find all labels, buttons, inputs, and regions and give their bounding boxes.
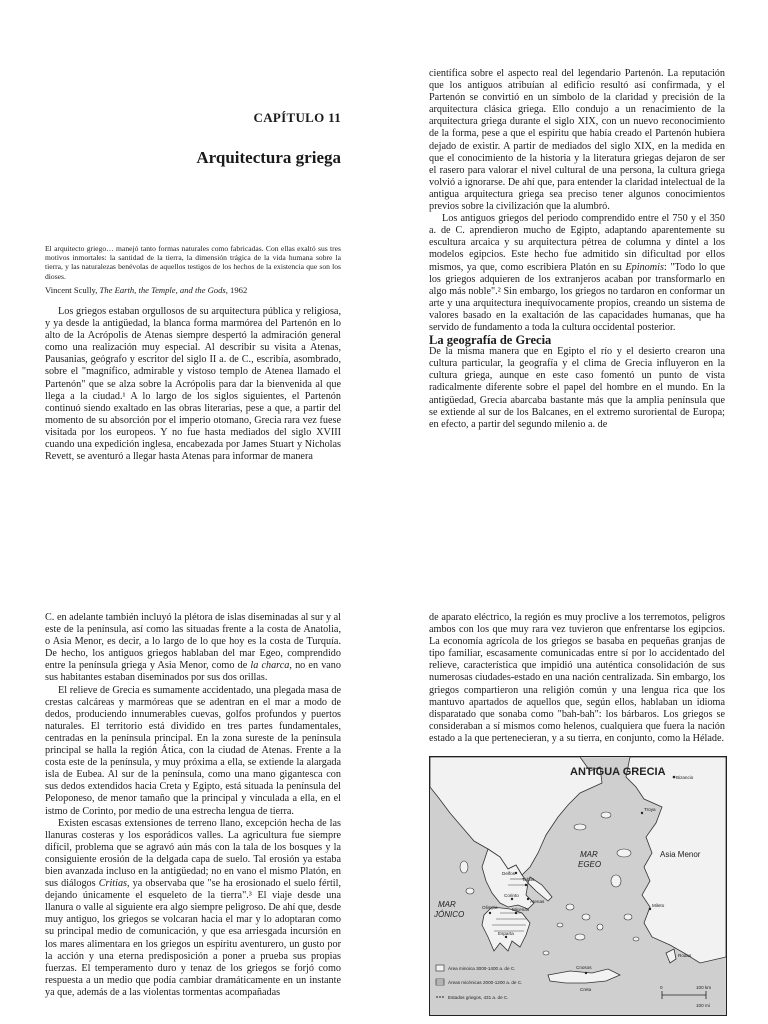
- paragraph-part: , no en vano sus habitantes estaban diseminados por sus dos orillas.: [45, 660, 341, 684]
- paragraph-part: , ya observaba que "se ha erosionado el suelo fértil, dejando únicamente el esqueleto de la tierra".³ El viaje desde una llanura o valle al siguiente era algo siempre peligroso. De ahí que, desde muy antiguo, los griegos se volcaran hacia el mar y lo adoptaran como su principal medio de comunicación, y que esa arriesgada incursión en los mares alimentara en los griegos un espíritu aventurero, un gusto por la acción y una eterna predisposición a poner a prueba sus propias fuerzas. El temperamento duro y tenaz de los griegos se forjó como respuesta a un medio que podía cambiar dramáticamente en un instante ya que, además de a las violentas tormentas acompañadas: [45, 878, 341, 998]
- epigraph-author: Vincent Scully,: [45, 284, 100, 295]
- map-ancient-greece: [429, 756, 727, 1016]
- place-label: Tebas: [522, 877, 535, 882]
- epigraph-year: , 1962: [225, 284, 248, 295]
- scale-mi: 100 mi: [696, 1003, 710, 1008]
- paragraph: [45, 818, 341, 999]
- place-label: Atenas: [530, 899, 545, 904]
- paragraph: De la misma manera que en Egipto el río y el desierto crearon una cultura particular, la geografía y el clima de Grecia influyeron en la cultura griega, aunque en este caso fomentó un punto de vista radicalmente diferente sobre el papel del hombre en el mundo. En la antigüedad, Grecia abarcaba bastante más que la amplia península que se extiende al sur de los Balcanes, en el extremo suroriental de Europa; en efecto, a partir del segundo milenio a. de: [429, 346, 725, 430]
- epigraph-text: El arquitecto griego… manejó tanto formas naturales como fabricadas. Con ellas exaltó sus tres motivos inmortales: la santidad de la tierra, la dimensión trágica de la vida humana sobre la tierra, y las naturalezas benévolas de aquellos testigos de los hechos de la existencia que son los dioses.: [45, 244, 341, 281]
- place-label: Corinto: [504, 893, 519, 898]
- place-label: Troya: [644, 807, 656, 812]
- chapter-title: Arquitectura griega: [196, 148, 341, 167]
- sea-jonico-label-1: MAR: [438, 900, 456, 909]
- sea-egeo-label-2: EGEO: [578, 860, 602, 869]
- paragraph-part: : "Todo lo que los griegos adquieren de los extranjeros acaban por transformarlo en algo más noble".² Sin embargo, los griegos no tardaron en conformar un arte y una arquitectura inequívocamente propios, creando un sistema de valores basado en la exaltación de las capacidades humanas, que ha servido de fundamento a toda la cultura occidental posterior.: [429, 261, 725, 333]
- paragraph: [45, 612, 341, 685]
- place-label: Mileto: [652, 903, 665, 908]
- epigraph: [45, 244, 341, 295]
- paragraph: de aparato eléctrico, la región es muy proclive a los terremotos, peligros ambos con los que muy rara vez tuvieron que enfrentarse los egipcios. La economía agrícola de los griegos se basaba en pequeñas granjas de tipo familiar, escasamente comunicadas entre sí por lo accidentado del relieve, característica que impidió una auténtica consolidación de sus numerosas ciudades-estado en una nación centralizada. Sin embargo, los griegos compartieron una religión común y una lengua rica que los mantuvo apartados de aquellos que, según ellos, hablaban un idioma disparatado que sonaba como "bah-bah": los bárbaros. Los griegos se consideraban a sí mismos como helenos, cualquiera que fuera la nación estado a la que pertenecieran, y a su tierra, en conjunto, como la Hélade.: [429, 612, 725, 744]
- legend-states: Estados griegos, 431 a. de C.: [448, 995, 509, 1000]
- paragraph-part: Existen escasas extensiones de terreno llano, excepción hecha de las llanuras costeras y los esporádicos valles. La agricultura fue siempre difícil, problema que se agravó aún más con la tala de los bosques y la consiguiente erosión de la delgada capa de suelo. Tal erosión ya estaba bien avanzada incluso en la antigüedad; no en vano el mismo Platón, en sus diálogos: [45, 817, 341, 890]
- paragraph: científica sobre el aspecto real del legendario Partenón. La reputación que los antiguos atribuían al edificio resultó así confirmada, y el Partenón se convirtió en un símbolo de la claridad y precisión de la arquitectura clásica griega. Ello condujo a un renacimiento de la arquitectura griega durante el siglo XIX, con un nuevo reconocimiento de la forma, pese a que el espíritu que había creado el Partenón hubiera dejado de existir. A partir de mediados del siglo XIX, en la medida en que el conocimiento de la historia y la literatura griegas dejaron de ser el rasero para valorar el nivel cultural de una persona, la cultura griega volvió a ignorarse. De ahí que, para entender la claridad intelectual de la antigua arquitectura griega sea preciso tener algunos conocimientos previos sobre la civilización que la alumbró.: [429, 68, 725, 213]
- column-top-left: [45, 306, 341, 463]
- italic-title: Critias: [98, 878, 128, 890]
- column-bottom-left: [45, 612, 341, 999]
- scale-zero: 0: [660, 985, 663, 990]
- asia-menor-label: Asia Menor: [660, 850, 701, 859]
- sea-egeo-label-1: MAR: [580, 850, 598, 859]
- place-label: Esparta: [498, 931, 514, 936]
- legend-minoan: Área minoica 3000-1400 a. de C.: [448, 966, 516, 971]
- place-label: Creta: [580, 987, 592, 992]
- place-label: Micenas: [512, 907, 530, 912]
- paragraph: El relieve de Grecia es sumamente accidentado, una plegada masa de crestas calcáreas y marmóreas que se adentran en el mar a modo de dedos, produciendo innumerables cuevas, golfos profundos y puertos naturales. El territorio está dividido en tres partes fundamentales, centradas en la península principal. En la zona sureste de la península principal se halla la región Ática, con la ciudad de Atenas. Frente a la costa este de la península, y muy próxima a ella, se extiende la alargada isla de Eubea. Al sur de la península, como una mano gigantesca con sus dedos extendidos hacia Creta y Egipto, está situada la península del Peloponeso, de menor tamaño que la principal y vinculada a ella, en el istmo de Corinto, por medio de una estrecha lengua de tierra.: [45, 684, 341, 817]
- epigraph-work: The Earth, the Temple, and the Gods: [99, 284, 226, 295]
- paragraph-part: C. en adelante también incluyó la plétora de islas diseminadas al sur y al este de la península, así como las situadas frente a la costa de Anatolia, o Asia Menor, es decir, a lo largo de lo que hoy es la costa de Turquía. De hecho, los antiguos griegos hablaban del mar Egeo, comprendido entre la península griega y Asia Menor, como de: [45, 612, 341, 672]
- scale-km: 100 km: [696, 985, 712, 990]
- legend-swatch-minoan: [436, 965, 444, 971]
- place-label: Bizancio: [676, 775, 694, 780]
- legend-mycenaean: Áreas micénicas 2000-1200 a. de C.: [448, 980, 523, 985]
- section-heading: La geografía de Grecia: [429, 333, 552, 348]
- paragraph: Los griegos estaban orgullosos de su arquitectura pública y religiosa, y ya desde la antigüedad, la blanca forma marmórea del Partenón en lo alto de la Acrópolis de Atenas siempre despertó la admiración general como una realización muy especial. Al describir su visita a Atenas, Pausanias, geógrafo y escritor del siglo II a. de C., escribía, asombrado, sobre el "magnífico, admirable y vistoso templo de Atenea llamado el Partenón" que se alza sobre la Acrópolis para dar la bienvenida al que llega a la ciudad.¹ A lo largo de los siglos siguientes, el Partenón continuó siendo exaltado en las obras literarias, pese a que, a partir del momento de su absorción por el imperio otomano, Grecia rara vez fuese visitada por los europeos. Y no fue hasta mediados del siglo XVIII cuando una expedición inglesa, encabezada por James Stuart y Nicholas Revett, se aventuró a llegar hasta Atenas para informar de manera: [45, 306, 341, 463]
- paragraph-part: Los antiguos griegos del periodo comprendido entre el 750 y el 350 a. de C. aprendieron mucho de Egipto, adaptando aparentemente su escultura arcaica y su arquitectura pétrea de columna y dintel a los modelos egipcios. Este hecho fue admitido sin dificultad por ellos mismos, ya que, como escribiera Platón en su: [429, 213, 725, 273]
- map-svg: [430, 757, 726, 1015]
- place-label: Cnosos: [576, 965, 592, 970]
- paragraph: [429, 213, 725, 334]
- place-label: Olimpia: [482, 905, 498, 910]
- italic-term: la charca: [250, 660, 290, 672]
- sea-jonico-label-2: JÓNICO: [434, 910, 465, 919]
- column-top-right: [429, 68, 725, 431]
- place-label: Delfos: [502, 871, 516, 876]
- place-label: Rodas: [678, 953, 692, 958]
- italic-title: Epinomis: [625, 261, 664, 273]
- epigraph-source: [45, 286, 341, 295]
- column-bottom-right: [429, 612, 725, 745]
- chapter-label: CAPÍTULO 11: [253, 110, 341, 125]
- map-title: ANTIGUA GRECIA: [570, 766, 666, 778]
- legend-swatch-mycenaean: [436, 979, 444, 985]
